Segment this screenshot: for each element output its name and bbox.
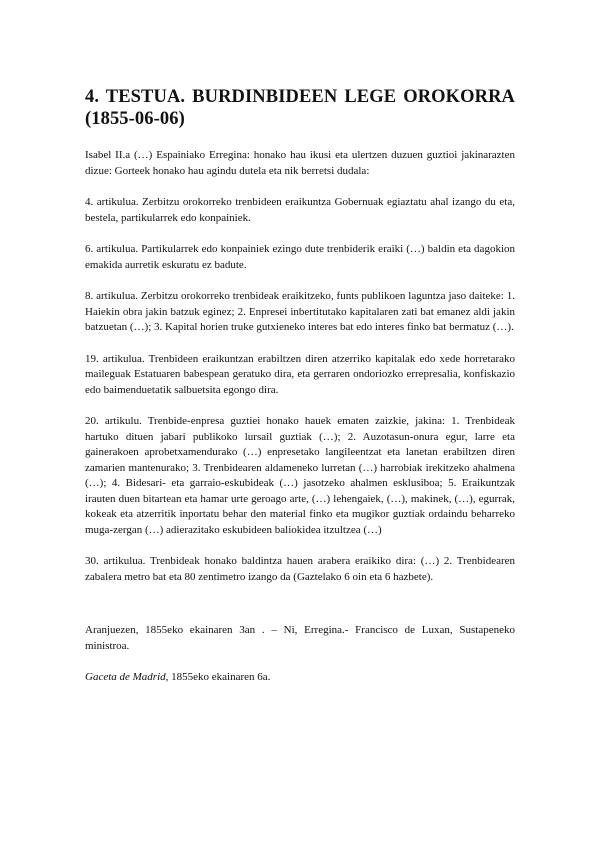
document-title: [85, 86, 515, 130]
paragraph-article-20: 20. artikulu. Trenbide-enpresa guztiei honako hauek ematen zaizkie, jakina: 1. Trenbideak hartuko dituen jabari publikoko lursail guztiak (…); 2. Auzotasun-onura egur, larre eta gainerakoen aprobetxamendurako (…) enpresetako langileentzat eta lanetan erabiltzen diren zamarien mantenurako; 3. Trenbidearen aldameneko lurretan (…) harrobiak irekitzeko ahalmena (…); 4. Bidesari- eta garraio-eskubideak (…) jasotzeko ahalmen esklusiboa; 5. Eraikuntzak irauten duen bitartean eta hamar urte geroago arte, (…) lehengaiek, (…), makinek, (…), egurrak, kokeak eta atzerritik inportatu behar den material finko eta mugikor guztiak ordaindu beharreko muga-zergan (…) adierazitako eskubideen baliokidea itzultzea (…): [85, 415, 515, 536]
title-line-1: 4. TESTUA. BURDINBIDEEN LEGE OROKORRA: [85, 87, 515, 107]
document-page: [85, 86, 515, 702]
title-line-2: (1855-06-06): [85, 109, 185, 129]
paragraph-preamble: Isabel II.a (…) Espainiako Erregina: honako hau ikusi eta ulertzen duzuen guztioi jakinarazten dizue: Gorteek honako hau agindu dutela eta nik berretsi dudala:: [85, 149, 515, 177]
signature-line: Aranjuezen, 1855eko ekainaren 3an . – Ni, Erregina.- Francisco de Luxan, Sustapeneko ministroa.: [85, 624, 515, 652]
source-date: , 1855eko ekainaren 6a.: [165, 671, 271, 683]
paragraph-article-6: 6. artikulua. Partikularrek edo konpainiek ezingo dute trenbiderik eraiki (…) baldin eta dagokion emakida aurretik eskuratu ez badute.: [85, 243, 515, 271]
section-spacer: [85, 601, 515, 623]
source-line: [85, 670, 515, 686]
source-publication: Gaceta de Madrid: [85, 671, 166, 683]
paragraph-article-4: 4. artikulua. Zerbitzu orokorreko trenbideen eraikuntza Gobernuak egiaztatu ahal izango du eta, bestela, partikularrek edo konpainiek.: [85, 196, 515, 224]
paragraph-article-8: 8. artikulua. Zerbitzu orokorreko trenbideak eraikitzeko, funts publikoen laguntza jaso daiteke: 1. Haiekin obra jakin batzuk eginez; 2. Enpresei inbertitutako kapitalaren zati bat emanez aldi jakin batzuetan (…); 3. Kapital horien truke gutxieneko interes bat edo interes finko bat bermatuz (…).: [85, 290, 515, 333]
paragraph-article-19: 19. artikulua. Trenbideen eraikuntzan erabiltzen diren atzerriko kapitalak edo xede horretarako maileguak Estatuaren babespean geratuko dira, eta gerraren ondoriozko errepresalia, konfiskazio edo baimenduetatik salbuetsita egongo dira.: [85, 352, 515, 396]
paragraph-article-30: 30. artikulua. Trenbideak honako baldintza hauen arabera eraikiko dira: (…) 2. Trenbidearen zabalera metro bat eta 80 zentimetro izango da (Gaztelako 6 oin eta 6 hazbete).: [85, 555, 515, 583]
